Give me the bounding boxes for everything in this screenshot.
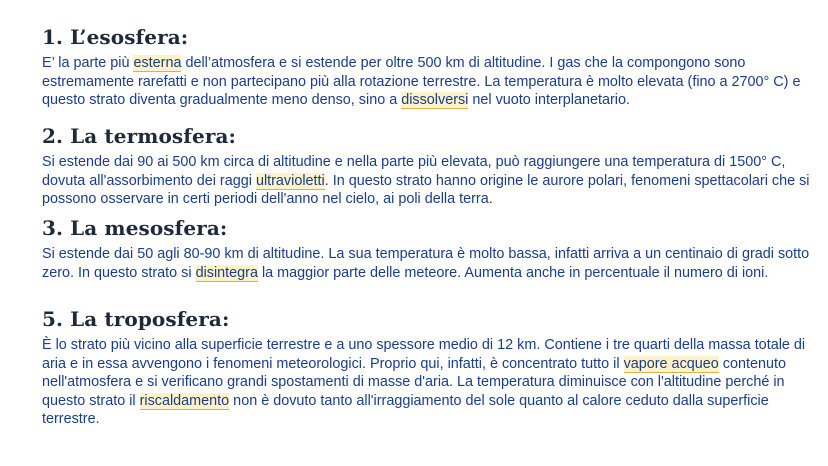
text-run: la maggior parte delle meteore. Aumenta anche in percentuale il numero di ioni.	[257, 264, 769, 281]
section-title: 1. L’esosfera:	[42, 25, 189, 49]
text-run: nel vuoto interplanetario.	[468, 92, 630, 108]
section-termosfera	[42, 123, 812, 209]
section-mesosfera	[42, 215, 812, 282]
text-run: . In questo strato hanno origine le aurore polari, fenomeni spettacolari che si possono osservare in certi periodi dell'anno nel cielo, ai poli della terra.	[42, 172, 810, 207]
highlighted-term-ultravioletti: ultravioletti	[255, 172, 325, 189]
text-run: È lo strato più vicino alla superficie terrestre e a uno spessore medio di 12 km. Contiene i tre quarti della massa totale di aria e in essa avvengono i fenomeni meteorologici. Proprio qui, infatti, è concentrato tutto il	[42, 337, 806, 372]
section-title: 5. La troposfera:	[42, 307, 230, 331]
text-run: E’ la parte più	[42, 55, 134, 71]
section-esosfera	[42, 24, 812, 110]
text-run: Si estende dai 90 ai 500 km circa di altitudine e nella parte più elevata, può raggiungere una temperatura di 1500° C, dovuta all'assorbimento dei raggi	[42, 154, 786, 189]
highlighted-term-disintegra: disintegra	[195, 264, 258, 281]
section-troposfera	[42, 306, 812, 429]
section-paragraph	[42, 245, 812, 282]
text-run: non è dovuto tanto all'irraggiamento del sole quanto al calore ceduto dalla superficie terrestre.	[42, 392, 769, 427]
section-paragraph	[42, 336, 812, 429]
highlighted-term-riscaldamento: riscaldamento	[139, 392, 230, 409]
highlighted-term-esterna: esterna	[133, 55, 182, 71]
highlighted-term-dissolversi: dissolversi	[401, 92, 469, 108]
text-run: Si estende dai 50 agli 80-90 km di altitudine. La sua temperatura è molto bassa, infatti arriva a un centinaio di gradi sotto zero. In questo strato si	[42, 246, 810, 281]
highlighted-term-vapore-acqueo: vapore acqueo	[623, 355, 719, 372]
section-title: 2. La termosfera:	[42, 124, 236, 148]
section-title: 3. La mesosfera:	[42, 216, 228, 240]
text-run: contenuto nell'atmosfera e si verificano grandi spostamenti di masse d'aria. La temperatura diminuisce con l'altitudine perché in questo strato il	[42, 355, 786, 409]
section-paragraph	[42, 54, 812, 110]
section-paragraph	[42, 153, 812, 209]
text-run: dell’atmosfera e si estende per oltre 500 km di altitudine. I gas che la compongono sono estremamente rarefatti e non partecipano più alla rotazione terrestre. La temperatura è molto elevata (fino a 2700° C) e questo strato diventa gradualmente meno denso, sino a	[42, 55, 801, 108]
